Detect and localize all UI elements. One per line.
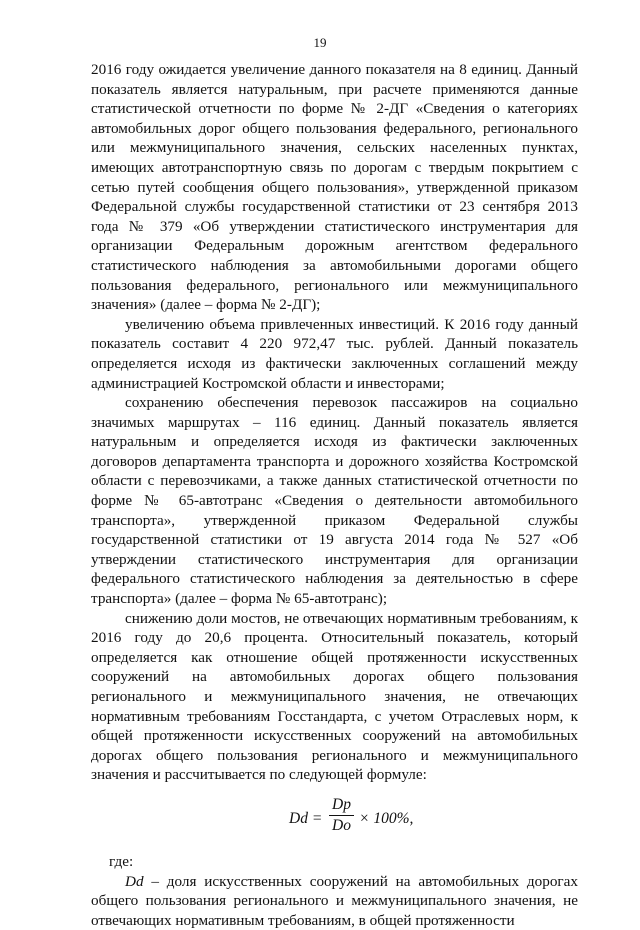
formula-numerator: Dp (329, 796, 354, 816)
formula (91, 794, 578, 844)
page-content (91, 60, 578, 930)
formula-rhs: × 100%, (359, 809, 414, 827)
formula-lhs: Dd = (289, 809, 323, 827)
formula-denominator: Do (332, 816, 351, 834)
where-label: где: (109, 852, 134, 870)
paragraph-investments: увеличению объема привлеченных инвестиций. К 2016 году данный показатель составит 4 220 972,47 тыс. рублей. Данный показатель определяется исходя из фактически заключенных соглашений между администрацией Костромской области и инвесторами; (91, 315, 578, 392)
definition-dd (91, 872, 578, 930)
definition-text: – доля искусственных сооружений на автомобильных дорогах общего пользования регионального и межмуниципального значения, не отвечающих нормативным требованиям, в общей протяженности (91, 872, 578, 929)
formula-fraction (329, 796, 354, 834)
page-number: 19 (313, 35, 327, 50)
definition-variable: Dd (125, 872, 144, 890)
paragraph-bridges-share: снижению доли мостов, не отвечающих нормативным требованиям, к 2016 году до 20,6 процента. Относительный показатель, который определяется как отношение общей протяженности искусственных сооружений на автомобильных дорогах общего пользования регионального и межмуниципального значения, не отвечающих нормативным требованиям Госстандарта, с учетом Отраслевых норм, к общей протяженности искусственных сооружений на автомобильных дорогах общего пользования регионального и межмуниципального значения и рассчитывается по следующей формуле: (91, 609, 578, 784)
paragraph-passenger-transport: сохранению обеспечения перевозок пассажиров на социально значимых маршрутах – 116 единиц. Данный показатель является натуральным и определяется исходя из фактически заключенных договоров департамента транспорта и дорожного хозяйства Костромской области с перевозчиками, а также данных статистической отчетности по форме № 65-автотранс «Сведения о деятельности автомобильного транспорта», утвержденной приказом Федеральной службы государственной статистики от 19 августа 2014 года № 527 «Об утверждении статистического инструментария для организации федерального статистического наблюдения за деятельностью в сфере транспорта» (далее – форма № 65-автотранс); (91, 394, 578, 608)
paragraph-form-2dg: 2016 году ожидается увеличение данного показателя на 8 единиц. Данный показатель является натуральным, при расчете применяются данные статистической отчетности по форме № 2-ДГ «Сведения о категориях автомобильных дорог общего пользования федерального, регионального или межмуниципального значения, сельских населенных пунктах, имеющих автотранспортную связь по дорогам с твердым покрытием с сетью путей сообщения общего пользования», утвержденной приказом Федеральной службы государственной статистики от 23 сентября 2013 года № 379 «Об утверждении статистического инструментария для организации Федеральным дорожным агентством федерального статистического наблюдения за автомобильными дорогами общего пользования федерального, регионального или межмуниципального значения» (далее – форма № 2-ДГ); (91, 61, 578, 314)
